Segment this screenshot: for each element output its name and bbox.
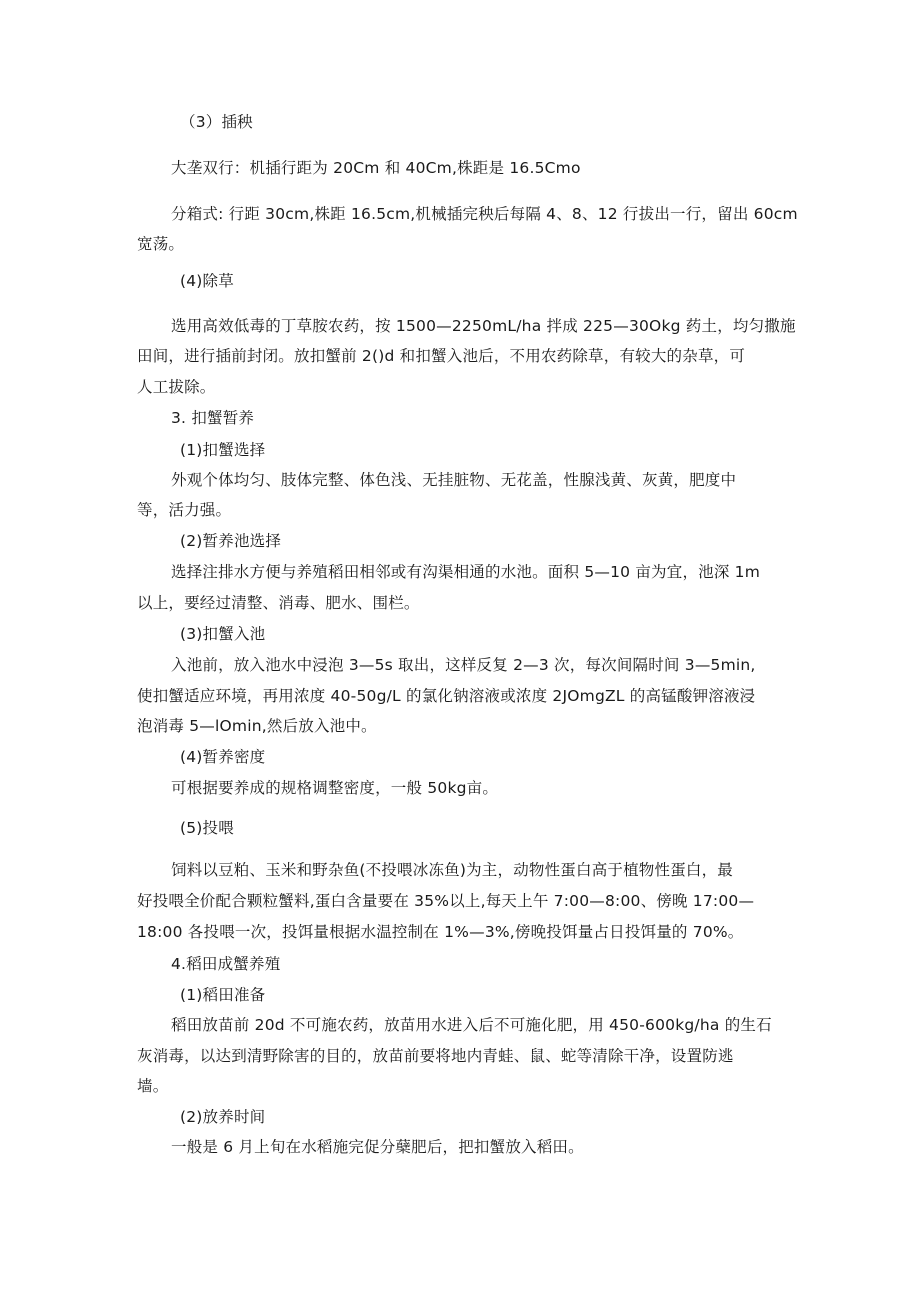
paragraph-line: 人工拔除。 [137,378,216,396]
heading-stocking-pond: (3)扣蟹入池 [180,625,266,643]
paragraph-line: 田间，进行插前封闭。放扣蟹前 2()d 和扣蟹入池后，不用农药除草，有较大的杂草，可 [137,347,746,365]
paragraph-line: 好投喂全价配合颗粒蟹料,蛋白含量要在 35%以上,每天上午 7:00—8:00、傍晚 17:00— [137,892,755,910]
heading-feeding: (5)投喂 [180,819,234,837]
heading-transplanting: （3）插秧 [180,113,253,131]
paragraph-line: 大垄双行：机插行距为 20Cm 和 40Cm,株距是 16.5Cmo [171,159,581,177]
heading-stocking-time: (2)放养时间 [180,1108,266,1126]
paragraph-line: 选择注排水方便与养殖稻田相邻或有沟渠相通的水池。面积 5—10 亩为宜，池深 1m [171,563,761,581]
paragraph-line: 选用高效低毒的丁草胺农药，按 1500—2250mL/ha 拌成 225—30Okg 药土，均匀撒施 [171,317,796,335]
section-heading-adult-crab: 4.稻田成蟹养殖 [171,955,281,973]
section-heading-crab-nursing: 3. 扣蟹暂养 [171,409,255,427]
paragraph-line: 以上，要经过清整、消毒、肥水、围栏。 [137,594,420,612]
paragraph-line: 外观个体均匀、肢体完整、体色浅、无挂脏物、无花盖，性腺浅黄、灰黄，肥度中 [171,471,737,489]
paragraph-line: 饲料以豆粕、玉米和野杂鱼(不投喂冰冻鱼)为主，动物性蛋白高于植物性蛋白，最 [171,861,733,879]
heading-crab-selection: (1)扣蟹选择 [180,441,266,459]
paragraph-line: 泡消毒 5—lOmin,然后放入池中。 [137,717,377,735]
paragraph-line: 稻田放苗前 20d 不可施农药，放苗用水进入后不可施化肥，用 450-600kg/ha 的生石 [171,1016,772,1034]
paragraph-line: 入池前，放入池水中浸泡 3—5s 取出，这样反复 2—3 次，每次间隔时间 3—5min, [171,656,756,674]
heading-pond-selection: (2)暂养池选择 [180,532,282,550]
heading-field-preparation: (1)稻田准备 [180,986,266,1004]
paragraph-line: 可根据要养成的规格调整密度，一般 50kg亩。 [171,779,499,797]
paragraph-line: 墙。 [137,1077,169,1095]
paragraph-line: 一般是 6 月上旬在水稻施完促分蘖肥后，把扣蟹放入稻田。 [171,1138,584,1156]
paragraph-line: 宽荡。 [137,235,185,253]
heading-density: (4)暂养密度 [180,748,266,766]
paragraph-line: 使扣蟹适应环境，再用浓度 40-50g/L 的氯化钠溶液或浓度 2JOmgZL 的高锰酸钾溶液浸 [137,687,756,705]
paragraph-line: 18:00 各投喂一次，投饵量根据水温控制在 1%—3%,傍晚投饵量占日投饵量的 70%。 [137,923,744,941]
paragraph-line: 分箱式: 行距 30cm,株距 16.5cm,机械插完秧后每隔 4、8、12 行拔出一行，留出 60cm [171,205,798,223]
heading-weeding: (4)除草 [180,272,234,290]
paragraph-line: 等，活力强。 [137,501,232,519]
paragraph-line: 灰消毒，以达到清野除害的目的，放苗前要将地内青蛙、鼠、蛇等清除干净，设置防逃 [137,1047,734,1065]
